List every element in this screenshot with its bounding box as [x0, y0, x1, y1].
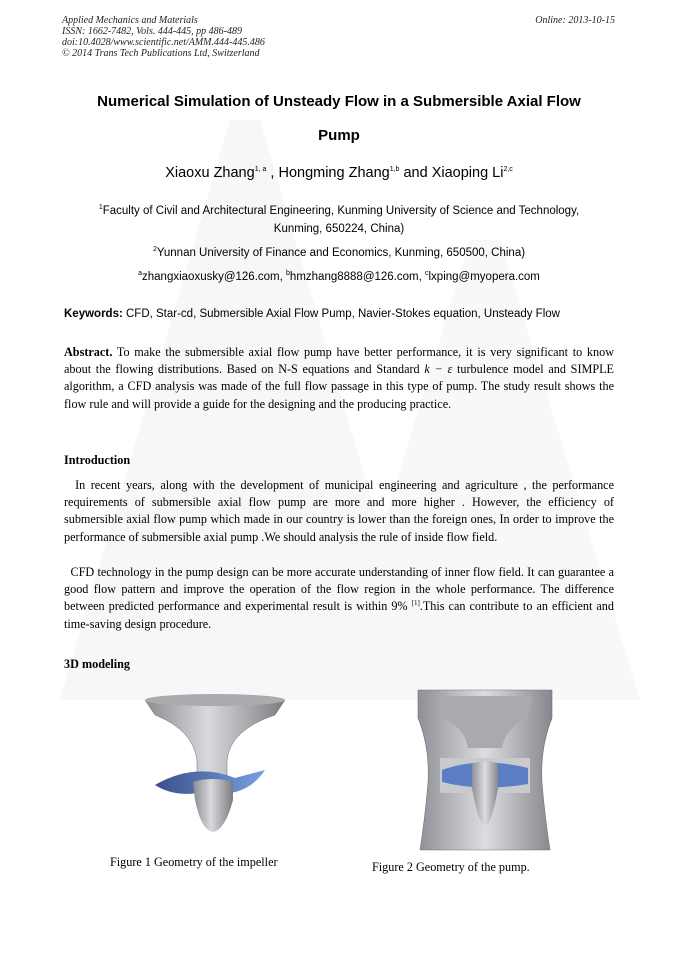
author-list [40, 165, 638, 181]
intro-p2-text-a: CFD technology in the pump design can be more accurate understanding of inner flow field. It can guarantee a good flow pattern and improve the operation of the flow region in the whole performance. The difference between predicted performance and experimental result is within 9% [64, 565, 618, 614]
keywords [64, 308, 560, 320]
email-c-sup: c [425, 270, 429, 278]
abstract-label: Abstract. [64, 345, 113, 359]
author-3: Xiaoping Li [431, 165, 504, 181]
keywords-text: CFD, Star-cd, Submersible Axial Flow Pump, Navier-Stokes equation, Unsteady Flow [122, 308, 560, 320]
aff2-text: Yunnan University of Finance and Economics, Kunming, 650500, China) [156, 247, 526, 259]
intro-paragraph-2 [64, 564, 618, 633]
paper-title-line1: Numerical Simulation of Unsteady Flow in a Submersible Axial Flow [97, 93, 581, 110]
online-date: Online: 2013-10-15 [535, 15, 615, 26]
citation-ref-1[interactable]: [1] [411, 599, 420, 608]
author-2-sup: 1,b [389, 166, 400, 174]
doi: doi:10.4028/www.scientific.net/AMM.444-445.486 [62, 37, 265, 48]
email-c[interactable]: lxping@myopera.com [428, 271, 540, 283]
issn: ISSN: 1662-7482, Vols. 444-445, pp 486-489 [62, 26, 242, 37]
aff1-line2: Kunming, 650224, China) [273, 223, 405, 235]
email-a[interactable]: zhangxiaoxusky@126.com, [142, 271, 287, 283]
figure-1-impeller-image [135, 690, 305, 840]
figure-2-pump-image [410, 688, 560, 853]
author-emails [70, 268, 608, 286]
aff2-sup: 2 [152, 246, 157, 254]
keywords-label: Keywords: [64, 308, 123, 320]
author-sep-1: , [266, 165, 279, 181]
abstract-text-1: To make the submersible axial flow pump have better performance, it is very significant to know about the flowing distributions. Based on N-S equations and Standard [64, 345, 614, 377]
affiliation-2 [70, 244, 608, 262]
intro-paragraph-1: In recent years, along with the development of municipal engineering and agriculture , the performance requirements of submersible axial flow pump are more and more higher . However, the efficiency of submersible axial flow pump which made in our country is lower than the foreign ones, In order to improve the performance of submersible axial pump .We should analysis the rule of inside flow field. [64, 478, 618, 544]
author-2: Hongming Zhang [278, 165, 390, 181]
abstract-text-2: turbulence model and SIMPLE algorithm, a CFD analysis was made of the full flow passage in this type of pump. The study result shows the flow rule and will provide a guide for the designing and the producing practice. [64, 362, 615, 411]
author-1: Xiaoxu Zhang [165, 165, 255, 181]
section-heading-introduction: Introduction [64, 453, 131, 467]
affiliation-1 [70, 202, 608, 238]
aff1-sup: 1 [98, 204, 103, 212]
aff1-line1: Faculty of Civil and Architectural Engineering, Kunming University of Science and Technology, [102, 205, 580, 217]
journal-header [62, 15, 265, 59]
email-b[interactable]: hmzhang8888@126.com, [289, 271, 425, 283]
email-a-sup: a [138, 270, 143, 278]
copyright: © 2014 Trans Tech Publications Ltd, Switzerland [62, 48, 260, 59]
abstract [64, 344, 614, 413]
paper-title-line2: Pump [318, 127, 360, 144]
email-b-sup: b [286, 270, 290, 278]
author-sep-2: and [399, 165, 432, 181]
k-epsilon-symbol: k − ε [424, 362, 453, 377]
figure-1-caption: Figure 1 Geometry of the impeller [110, 855, 278, 869]
figure-2-caption: Figure 2 Geometry of the pump. [372, 860, 530, 874]
journal-name: Applied Mechanics and Materials [62, 15, 198, 26]
author-3-sup: 2,c [503, 166, 513, 174]
author-1-sup: 1, a [254, 166, 267, 174]
section-heading-3d-modeling: 3D modeling [64, 657, 131, 671]
intro-p2-text-b: .This can contribute to an efficient and time-saving design procedure. [64, 599, 618, 631]
